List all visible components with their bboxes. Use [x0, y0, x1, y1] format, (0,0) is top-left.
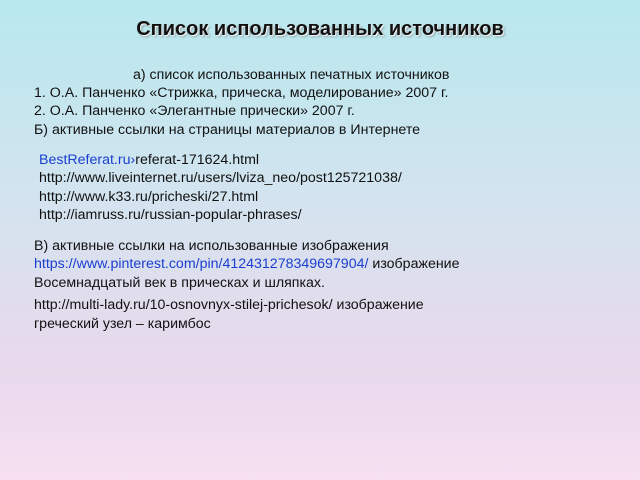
multilady-link[interactable]: http://multi-lady.ru/10-osnovnyx-stilej-prichesok/ изображение: [34, 297, 424, 313]
multilady-description: греческий узел – каримбос: [34, 316, 211, 332]
web-link-k33[interactable]: http://www.k33.ru/pricheski/27.html: [39, 189, 259, 205]
bestreferat-path: referat-171624.html: [135, 152, 260, 168]
bestreferat-site-link[interactable]: BestReferat.ru: [39, 152, 131, 168]
pinterest-link[interactable]: https://www.pinterest.com/pin/412431278349697904/: [34, 256, 369, 272]
slide-title: Список использованных источников: [136, 18, 504, 40]
print-source-1: 1. О.А. Панченко «Стрижка, прическа, моделирование» 2007 г.: [34, 85, 449, 101]
breadcrumb-separator: ›: [130, 152, 136, 168]
web-link-liveinternet[interactable]: http://www.liveinternet.ru/users/lviza_neo/post125721038/: [39, 170, 402, 186]
pinterest-description: Восемнадцатый век в прическах и шляпках.: [34, 275, 325, 291]
web-link-iamruss[interactable]: http://iamruss.ru/russian-popular-phrases/: [39, 207, 302, 223]
print-sources-heading: а) список использованных печатных источников: [133, 67, 450, 83]
web-link-bestreferat[interactable]: [39, 151, 259, 169]
web-links-heading: Б) активные ссылки на страницы материалов в Интернете: [34, 122, 421, 138]
print-source-2: 2. О.А. Панченко «Элегантные прически» 2007 г.: [34, 103, 355, 119]
pinterest-line: [34, 255, 460, 273]
image-links-heading: В) активные ссылки на использованные изображения: [34, 238, 389, 254]
pinterest-suffix: изображение: [372, 256, 460, 272]
